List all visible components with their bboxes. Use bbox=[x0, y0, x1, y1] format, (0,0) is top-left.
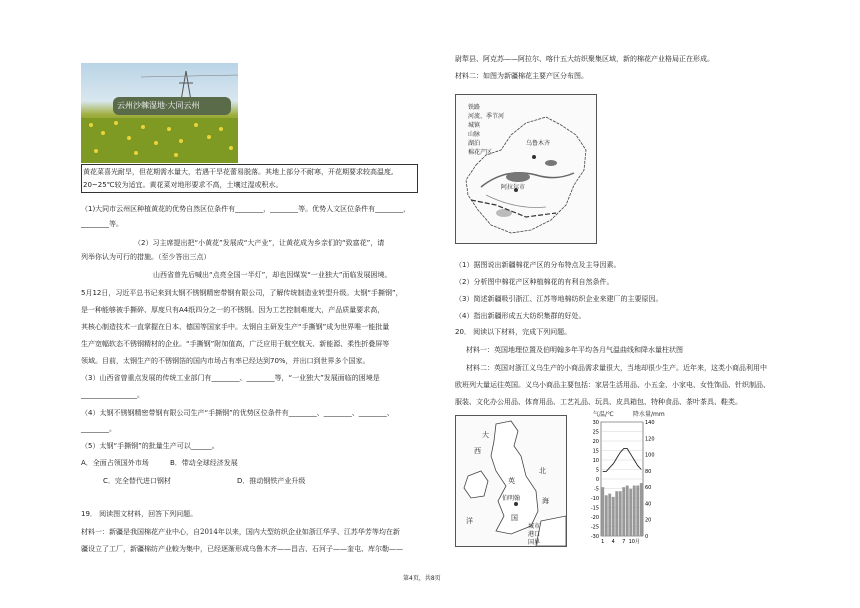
ytick-left: -10 bbox=[590, 496, 599, 502]
precip-bar bbox=[622, 487, 625, 536]
r-question-4: （4）指出新疆形成五大纺织集群的好处。 bbox=[455, 312, 586, 320]
uk-label-guo: 国 bbox=[511, 514, 518, 522]
ytick-left: 5 bbox=[595, 467, 599, 474]
material-2-title: 材料二：如图为新疆棉花主要产区分布图。 bbox=[455, 72, 588, 80]
xtick: 7 bbox=[622, 539, 626, 545]
uk-label-xi: 西 bbox=[474, 447, 481, 455]
question-4-cont: ________。 bbox=[81, 425, 116, 433]
option-b: B．带动全球经济发展 bbox=[170, 459, 238, 467]
ytick-left: -20 bbox=[590, 515, 599, 521]
r-question-3: （3）简述新疆吸引浙江、江苏等地棉纺织企业来建厂的主要原因。 bbox=[455, 295, 663, 303]
precip-bar bbox=[633, 486, 636, 536]
uk-label-yang: 洋 bbox=[466, 517, 473, 525]
precip-bar bbox=[626, 486, 629, 536]
material-1-line-3: 尉犁县、阿克苏——阿拉尔、喀什五大纺织聚集区域，新的棉花产业格局正在形成。 bbox=[455, 55, 714, 63]
ytick-left: -15 bbox=[590, 505, 599, 512]
legend-mountain: 山脉 bbox=[468, 131, 481, 138]
question-1: （1)大同市云州区种植黄花的优势自然区位条件有________，________等。优势人文区位条件有________， bbox=[81, 205, 411, 213]
photo-illustration bbox=[81, 63, 238, 163]
ytick-left: 15 bbox=[592, 448, 599, 455]
legend-railway: 铁路 bbox=[468, 104, 481, 111]
question-2-cont: 列举你认为可行的措施。（至少答出三点） bbox=[81, 253, 211, 261]
passage-line-3: 是一种能够被手撕碎、厚度只有A4纸四分之一的不锈钢。因为工艺控制难度大，产品质量要求高， bbox=[81, 306, 385, 314]
uk-legend-border: 国界 bbox=[528, 539, 541, 546]
ytick-right: 80 bbox=[645, 468, 652, 475]
material-a-2: 材料二：英国对浙江义乌生产的小商品需求量很大，当地却很少生产。近年来，这类小商品利用中 bbox=[466, 364, 767, 372]
passage-line-2: 5月12日，习近平总书记来到太钢不锈钢精密带钢有限公司，了解传统制造业转型升级。太钢“手撕钢”， bbox=[81, 289, 403, 297]
ytick-left: -25 bbox=[590, 524, 599, 531]
precip-bar bbox=[615, 491, 618, 536]
material-a-1: 材料一：英国地理位置及伯明翰多年平均各月气温曲线和降水量柱状图 bbox=[466, 346, 683, 354]
ytick-left: 30 bbox=[592, 420, 599, 426]
precip-bar bbox=[619, 491, 622, 536]
ytick-right: 0 bbox=[645, 534, 649, 540]
question-3-cont: ________________。 bbox=[81, 391, 144, 399]
passage-line-6: 领域。目前，太钢生产的不锈钢箔的国内市场占有率已经达到70%，并出口到世界多个国家。 bbox=[81, 357, 370, 365]
question-4: （4）太钢不锈钢精密带钢有限公司生产“手撕钢”的优势区位条件有________、________、________、 bbox=[81, 409, 394, 417]
option-d: D．推动钢铁产业升级 bbox=[237, 477, 306, 485]
city-alar: 阿拉尔市 bbox=[501, 184, 526, 191]
climate-chart bbox=[583, 410, 673, 550]
ytick-right: 100 bbox=[645, 452, 655, 459]
precip-bar bbox=[636, 486, 639, 536]
xtick: 10月 bbox=[628, 539, 640, 545]
material-1-line-1: 材料一：新疆是我国棉花产业中心，自2014年以来，国内大型纺织企业如浙江华孚、江苏华芳等均在新 bbox=[81, 528, 400, 536]
ytick-right: 40 bbox=[645, 501, 652, 508]
precip-bar bbox=[605, 495, 608, 536]
question-3: （3）山西省曾重点发展的传统工业部门有________、________等，“一业独大”发展面临的困境是 bbox=[81, 374, 380, 382]
passage-line-1: 山西省曾先后喊出“点亮全国一半灯”，却也因煤炭“一业独大”而临发展困境。 bbox=[153, 271, 392, 279]
option-c: C．完全替代进口钢材 bbox=[103, 477, 171, 485]
xinjiang-map bbox=[455, 94, 597, 244]
legend-town: 城镇 bbox=[468, 122, 481, 129]
ytick-left: 0 bbox=[595, 477, 599, 483]
uk-label-birmingham: 伯明翰 bbox=[502, 495, 521, 502]
precip-bar bbox=[601, 487, 604, 536]
option-a: A．全面占领国外市场 bbox=[81, 459, 149, 467]
ytick-left: 25 bbox=[592, 429, 599, 436]
material-a-3: 欧班列大量运往英国。义乌小商品主要包括：家居生活用品、小五金、小家电、女性饰品、针织制品、 bbox=[455, 381, 770, 389]
uk-label-ying: 英 bbox=[508, 477, 515, 485]
passage-line-5: 生产宽幅软态不锈钢精材的企业。“手撕钢”附加值高，广泛应用于航空航天、新能源、柔性折叠屏等 bbox=[81, 340, 390, 348]
box-text-line-2: 20~25℃较为适宜。黄花菜对地形要求不高，土壤过湿或积水。 bbox=[83, 181, 283, 189]
uk-legend-city: 城市 bbox=[528, 523, 541, 530]
box-text-line-1: 黄花菜喜光耐旱，但花期需水量大，若遇干旱花蕾易脱落。其地上部分不耐寒，开花期要求较高温度, bbox=[83, 168, 394, 176]
climate-chart-svg bbox=[583, 410, 673, 550]
page-footer: 第4页，共8页 bbox=[403, 575, 441, 582]
legend-lake: 湖泊 bbox=[468, 140, 481, 147]
ytick-left: 10 bbox=[592, 458, 599, 464]
question-1-cont: ________等。 bbox=[81, 220, 123, 228]
legend-river: 河流、季节河 bbox=[468, 113, 505, 120]
photo-sign: 云州沙棘湿地·大同云州 bbox=[117, 101, 200, 110]
xtick: 4 bbox=[611, 539, 615, 545]
uk-label-hai: 海 bbox=[542, 497, 549, 505]
uk-label-bei: 北 bbox=[539, 467, 546, 475]
question-19-title: 19． 阅读图文材料，回答下列问题。 bbox=[81, 510, 198, 518]
material-a-4: 服装、文化办公用品、体育用品、工艺礼品、玩具、皮具箱包、特种食品、茶叶茶具、鞋类。 bbox=[455, 398, 742, 406]
ytick-left: -5 bbox=[594, 486, 599, 493]
passage-line-4: 其核心制造技术一直掌握在日本、德国等国家手中。太钢自主研发生产“手撕钢”成为世界唯一能批量 bbox=[81, 323, 390, 331]
precip-bar bbox=[612, 497, 615, 536]
ytick-right: 120 bbox=[645, 436, 655, 443]
question-20-title: 20． 阅读以下材料，完成下列问题。 bbox=[455, 328, 572, 336]
uk-legend-port: 港口 bbox=[528, 531, 541, 538]
uk-map bbox=[455, 415, 567, 547]
chart-ylabel-right: 降水量/mm bbox=[633, 411, 665, 418]
ytick-left: -30 bbox=[590, 534, 599, 540]
ytick-right: 20 bbox=[645, 517, 652, 524]
question-5: （5）太钢“手撕钢”的批量生产可以______。 bbox=[81, 442, 219, 450]
question-2: （2）习主席提出把“小黄花”发展成“大产业”，让黄花成为乡亲们的“致富花”，请 bbox=[134, 239, 385, 247]
uk-label-da: 大 bbox=[482, 431, 489, 439]
legend-cotton-area: 棉花产区 bbox=[468, 149, 493, 156]
precip-bar bbox=[640, 483, 643, 536]
xtick: 1 bbox=[601, 539, 605, 545]
precip-bar bbox=[629, 489, 632, 536]
ytick-left: 20 bbox=[592, 439, 599, 445]
city-urumqi: 乌鲁木齐 bbox=[526, 140, 551, 147]
yellow-flower-photo bbox=[81, 63, 238, 163]
r-question-2: （2）分析图中棉花产区种植棉花的有利自然条件。 bbox=[455, 278, 614, 286]
precip-bar bbox=[608, 494, 611, 536]
r-question-1: （1）据图说出新疆棉花产区的分布特点及主导因素。 bbox=[455, 261, 621, 269]
ytick-right: 140 bbox=[645, 420, 655, 426]
chart-ylabel-left: 气温/℃ bbox=[593, 411, 614, 418]
material-1-line-2: 疆设立了工厂，新疆棉纺产业較为集中，已经逐渐形成乌鲁木齐——昌吉、石河子——奎屯、库尔勒—— bbox=[81, 545, 403, 553]
ytick-right: 60 bbox=[645, 485, 652, 492]
